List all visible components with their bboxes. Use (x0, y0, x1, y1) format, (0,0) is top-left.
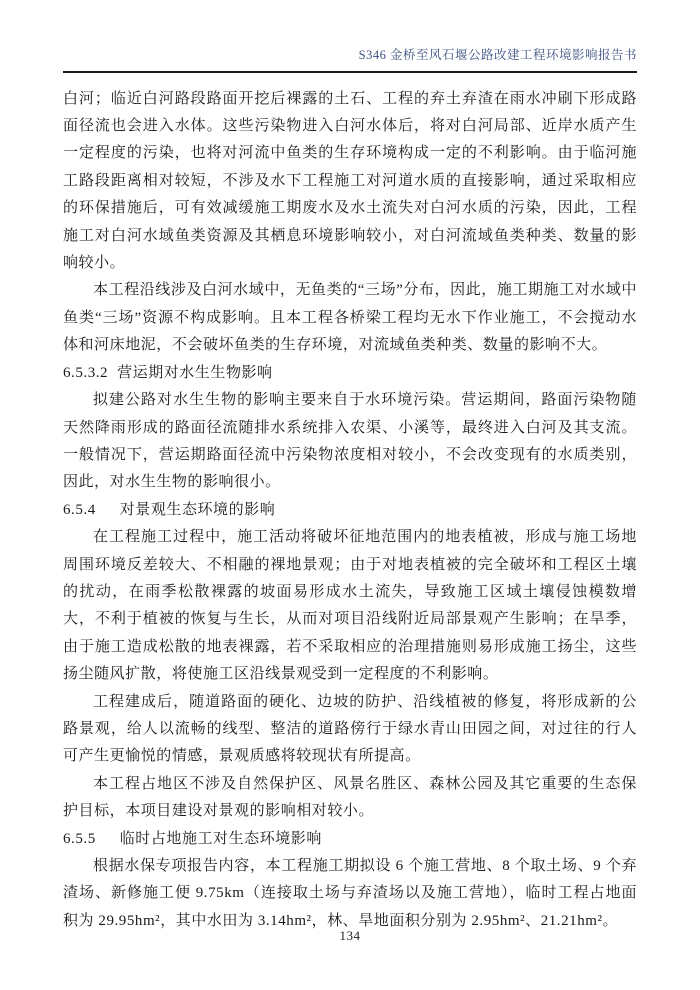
page-number: 134 (339, 928, 361, 943)
report-header-title: S346 金桥至风石堰公路改建工程环境影响报告书 (358, 48, 637, 62)
heading-title: 临时占地施工对生态环境影响 (119, 830, 322, 847)
heading-number: 6.5.3.2 (63, 364, 109, 381)
paragraph: 在工程施工过程中，施工活动将破坏征地范围内的地表植被，形成与施工场地周围环境反差较大、不相融的裸地景观；由于对地表植被的完全破坏和工程区土壤的扰动，在雨季松散裸露的坡面易形成水土流失，导致施工区域土壤侵蚀模数增大，不利于植被的恢复与生长，从而对项目沿线附近局部景观产生影响；在旱季，由于施工造成松散的地表裸露，若不采取相应的治理措施则易形成施工扬尘，这些扬尘随风扩散，将使施工区沿线景观受到一定程度的不利影响。 (63, 529, 637, 683)
paragraph: 拟建公路对水生生物的影响主要来自于水环境污染。营运期间，路面污染物随天然降雨形成的路面径流随排水系统排入农渠、小溪等，最终进入白河及其支流。一般情况下，营运期路面径流中污染物浓度相对较小，不会改变现有的水质类别，因此，对水生生物的影响很小。 (63, 392, 637, 491)
section-heading-6-5-4 (63, 497, 637, 524)
heading-title: 对景观生态环境的影响 (119, 501, 276, 518)
paragraph: 本工程占地区不涉及自然保护区、风景名胜区、森林公园及其它重要的生态保护目标，本项目建设对景观的影响相对较小。 (63, 775, 637, 820)
page-footer (0, 928, 700, 944)
heading-title: 营运期对水生生物影响 (117, 364, 273, 381)
paragraph: 根据水保专项报告内容，本工程施工期拟设 6 个施工营地、8 个取土场、9 个弃渣场、新修施工便 9.75km（连接取土场与弃渣场以及施工营地），临时工程占地面积为 29.95hm²，其中水田为 3.14hm²，林、旱地面积分别为 2.95hm²、21.21hm²。 (63, 858, 637, 929)
section-heading-6-5-3-2 (63, 360, 637, 387)
heading-number: 6.5.4 (63, 501, 96, 518)
page-header (63, 48, 637, 73)
section-heading-6-5-5 (63, 826, 637, 853)
heading-number: 6.5.5 (63, 830, 96, 847)
document-body (63, 86, 637, 936)
paragraph: 工程建成后，随道路面的硬化、边坡的防护、沿线植被的修复，将形成新的公路景观，给人以流畅的线型、整洁的道路傍行于绿水青山田园之间，对过往的行人可产生更愉悦的情感，景观质感将较现状有所提高。 (63, 693, 637, 765)
paragraph: 本工程沿线涉及白河水域中，无鱼类的“三场”分布，因此，施工期施工对水域中鱼类“三场”资源不构成影响。且本工程各桥梁工程均无水下作业施工，不会搅动水体和河床地泥，不会破坏鱼类的生存环境，对流域鱼类种类、数量的影响不大。 (63, 282, 637, 354)
paragraph-continuation: 白河；临近白河路段路面开挖后裸露的土石、工程的弃土弃渣在雨水冲刷下形成路面径流也会进入水体。这些污染物进入白河水体后，将对白河局部、近岸水质产生一定程度的污染，也将对河流中鱼类的生存环境构成一定的不利影响。由于临河施工路段距离相对较短，不涉及水下工程施工对河道水质的直接影响，通过采取相应的环保措施后，可有效减缓施工期废水及水土流失对白河水质的污染，因此，工程施工对白河水域鱼类资源及其栖息环境影响较小，对白河流域鱼类种类、数量的影响较小。 (63, 90, 637, 272)
